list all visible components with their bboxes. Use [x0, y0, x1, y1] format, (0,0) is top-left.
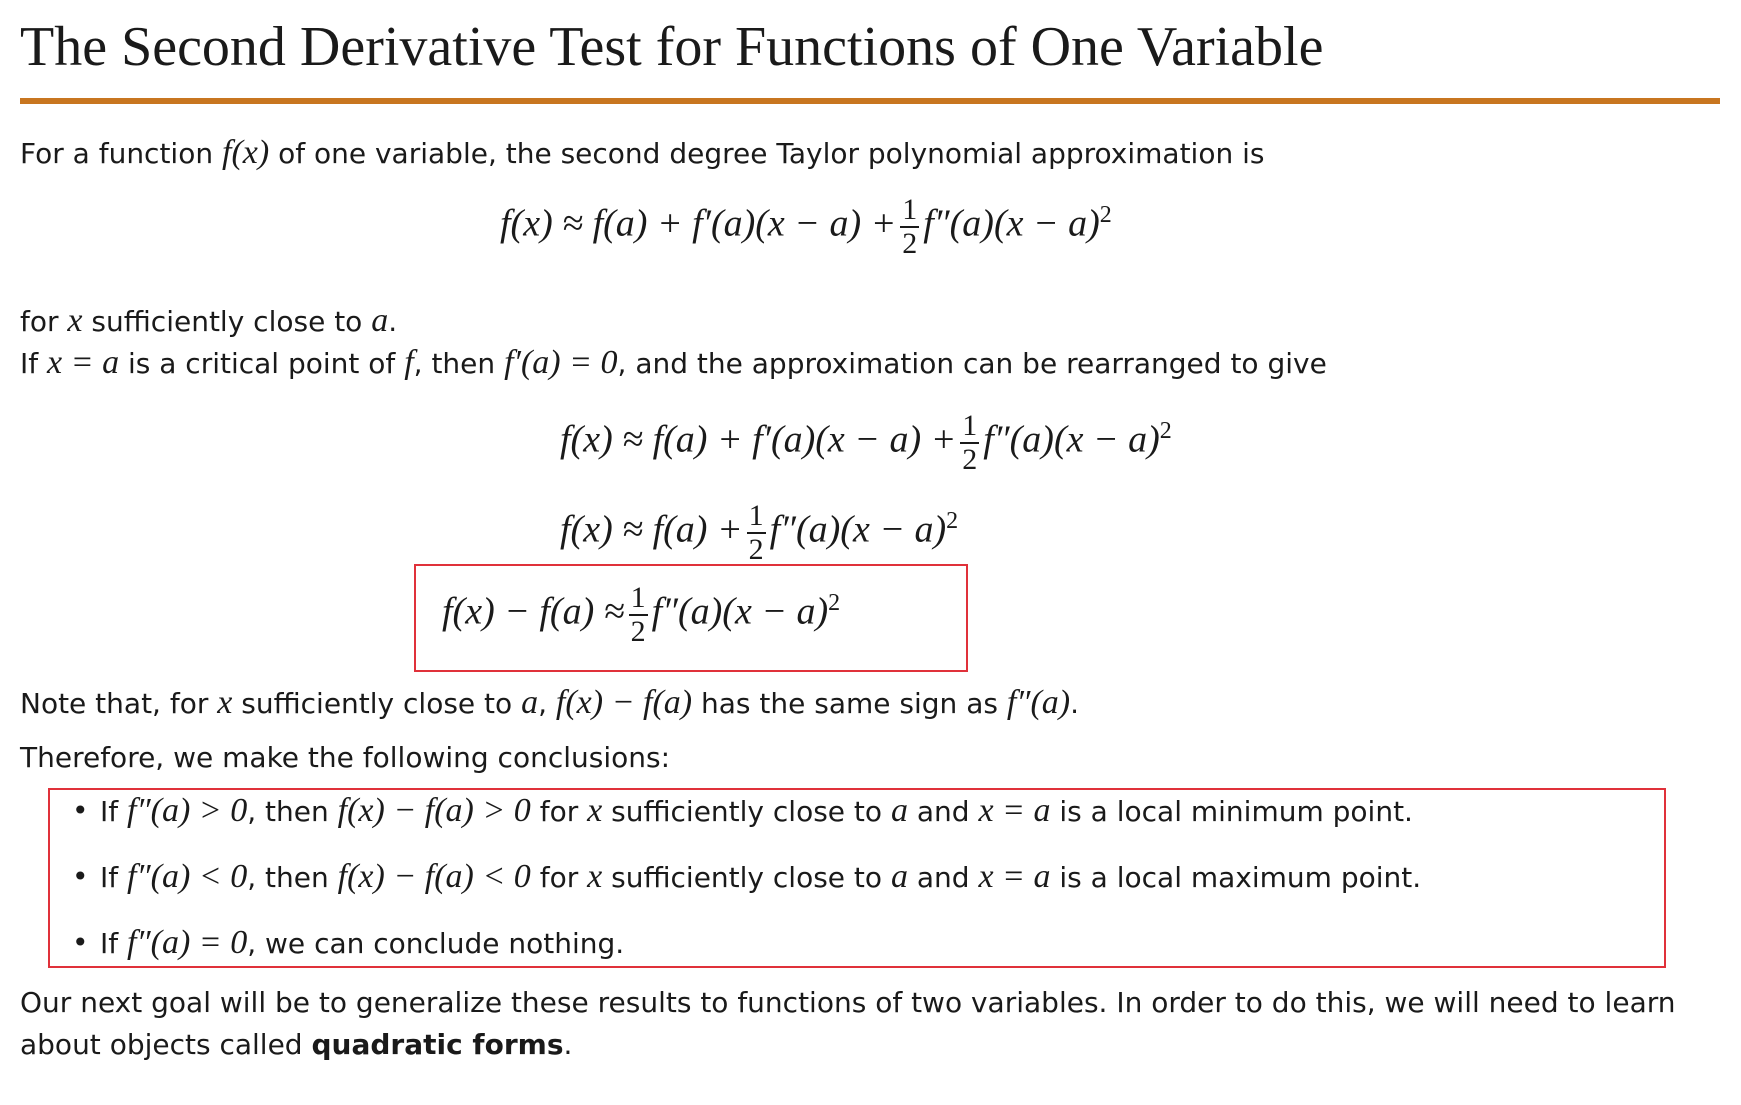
conclusion-item: [48, 910, 1421, 976]
equation-line-2: [560, 500, 958, 566]
eq2-exponent: 2: [946, 508, 959, 535]
outro-text-1: Our next goal will be to generalize these results to functions of two variables. In order to do this, we will need to learn about objects called: [20, 986, 1676, 1061]
taylor-frac-den: 2: [902, 227, 918, 260]
eq2-frac-num: 1: [748, 499, 764, 532]
c2-text-3: for: [539, 861, 579, 894]
conclusion-item: [48, 844, 1421, 910]
close-math-x: x: [67, 302, 83, 339]
note-line: [20, 682, 1079, 725]
taylor-fraction: [900, 194, 919, 260]
c1-text-3: for: [539, 795, 579, 828]
bullet-icon: •: [72, 794, 89, 827]
eq1-rhs: f″(a)(x − a): [983, 418, 1160, 461]
close-line: [20, 300, 397, 343]
conclusion-item: [48, 778, 1421, 844]
intro-text-2: of one variable, the second degree Taylor polynomial approximation is: [278, 137, 1265, 170]
critical-line: [20, 342, 1327, 385]
eq2-fraction: [747, 500, 766, 566]
c3-text-2: , we can conclude nothing.: [247, 927, 625, 960]
outro-paragraph: [20, 982, 1710, 1066]
eq1-frac-num: 1: [962, 409, 978, 442]
note-text-5: .: [1070, 687, 1080, 720]
c1-text-4: sufficiently close to: [611, 795, 883, 828]
critical-text-1: If: [20, 347, 39, 380]
critical-text-4: , and the approximation can be rearranged to give: [617, 347, 1327, 380]
c1-math-3: x: [587, 792, 603, 829]
eq3-fraction: [629, 582, 648, 648]
c2-math-2: f(x) − f(a) < 0: [337, 858, 531, 895]
bullet-icon: •: [72, 860, 89, 893]
close-text-1: for: [20, 305, 59, 338]
eq3-rhs: f″(a)(x − a): [651, 590, 829, 633]
taylor-exponent: 2: [1099, 202, 1112, 229]
outro-text-2: .: [563, 1028, 573, 1061]
c1-text-1: If: [100, 795, 119, 828]
eq2-lhs: f(x) ≈ f(a) +: [560, 508, 743, 551]
eq1-frac-den: 2: [962, 443, 978, 476]
critical-math-1: x = a: [47, 344, 120, 381]
bullet-icon: •: [72, 926, 89, 959]
note-text-2: sufficiently close to: [241, 687, 513, 720]
note-text-1: Note that, for: [20, 687, 209, 720]
note-math-x: x: [217, 684, 233, 721]
equation-line-1: [560, 410, 1172, 476]
critical-math-2: f: [404, 344, 414, 381]
c2-text-4: sufficiently close to: [611, 861, 883, 894]
eq2-frac-den: 2: [748, 533, 764, 566]
conclusions-list: [48, 778, 1421, 976]
therefore-line: Therefore, we make the following conclusions:: [20, 741, 671, 774]
c3-text-1: If: [100, 927, 119, 960]
c1-math-5: x = a: [978, 792, 1051, 829]
note-math-2: f″(a): [1006, 684, 1071, 721]
c3-math-1: f″(a) = 0: [127, 924, 248, 961]
note-math-a: a: [521, 684, 539, 721]
eq1-exponent: 2: [1159, 418, 1172, 445]
critical-text-2: is a critical point of: [127, 347, 396, 380]
eq3-frac-num: 1: [630, 581, 646, 614]
note-math-1: f(x) − f(a): [555, 684, 693, 721]
taylor-frac-num: 1: [902, 193, 918, 226]
intro-math-fx: f(x): [222, 134, 270, 171]
c1-math-1: f″(a) > 0: [127, 792, 248, 829]
eq3-lhs: f(x) − f(a) ≈: [442, 590, 625, 633]
note-text-4: has the same sign as: [701, 687, 998, 720]
taylor-equation: [500, 194, 1112, 260]
eq1-lhs: f(x) ≈ f(a) + f′(a)(x − a) +: [560, 418, 957, 461]
critical-text-3: , then: [413, 347, 496, 380]
close-math-a: a: [371, 302, 389, 339]
c1-text-5: and: [916, 795, 970, 828]
taylor-lhs: f(x) ≈ f(a) + f′(a)(x − a) +: [500, 202, 897, 245]
c2-text-2: , then: [247, 861, 329, 894]
c1-math-4: a: [890, 792, 908, 829]
title-underline: [20, 98, 1720, 104]
c2-math-5: x = a: [978, 858, 1051, 895]
c2-math-1: f″(a) < 0: [127, 858, 248, 895]
equation-line-3: [442, 582, 840, 648]
c1-text-6: is a local minimum point.: [1059, 795, 1413, 828]
taylor-rhs: f″(a)(x − a): [923, 202, 1100, 245]
article: [20, 0, 1720, 104]
eq2-rhs: f″(a)(x − a): [769, 508, 947, 551]
c1-math-2: f(x) − f(a) > 0: [337, 792, 531, 829]
eq3-frac-den: 2: [630, 615, 646, 648]
c1-text-2: , then: [247, 795, 329, 828]
intro-text-1: For a function: [20, 137, 214, 170]
page-title: The Second Derivative Test for Functions of One Variable: [20, 16, 1324, 78]
conclusions-list-container: [48, 778, 1421, 976]
note-text-3: ,: [538, 687, 547, 720]
eq1-fraction: [960, 410, 979, 476]
c2-text-1: If: [100, 861, 119, 894]
c2-math-4: a: [890, 858, 908, 895]
close-text-2: sufficiently close to: [91, 305, 363, 338]
critical-math-3: f′(a) = 0: [504, 344, 618, 381]
c2-text-6: is a local maximum point.: [1059, 861, 1422, 894]
c2-math-3: x: [587, 858, 603, 895]
close-text-3: .: [388, 305, 398, 338]
outro-bold-term: quadratic forms: [311, 1028, 564, 1061]
intro-paragraph: [20, 132, 1264, 175]
eq3-exponent: 2: [828, 590, 841, 617]
c2-text-5: and: [916, 861, 970, 894]
